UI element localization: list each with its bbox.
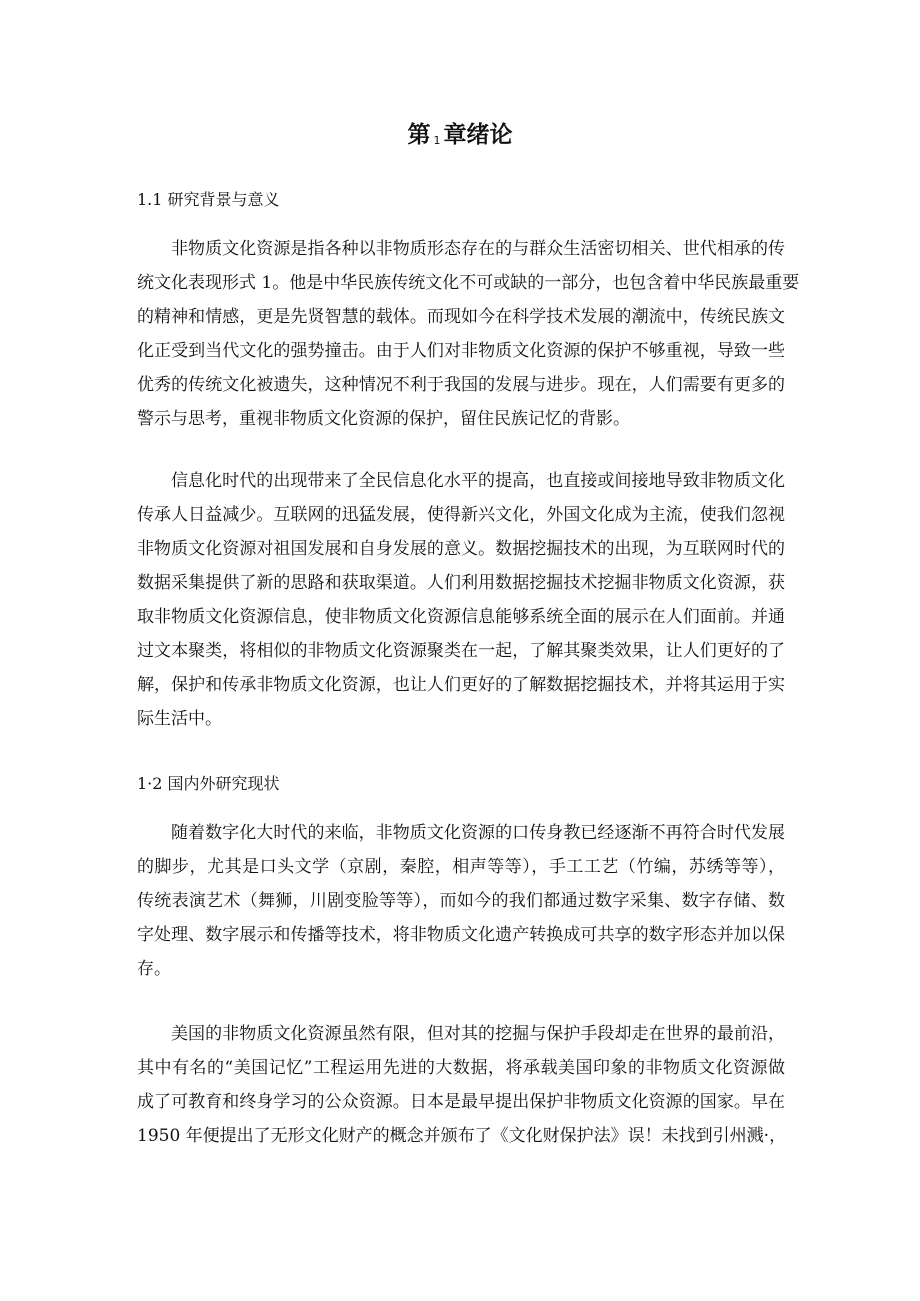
paragraph bbox=[137, 232, 800, 436]
paragraph-line: 际生活中。 bbox=[137, 709, 222, 729]
paragraph-line: 的精神和情感，更是先贤智慧的载体。而现如今在科学技术发展的潮流中，传统民族文 bbox=[137, 307, 785, 327]
paragraph-line: 传承人日益减少。互联网的迅猛发展，使得新兴文化，外国文化成为主流，使我们忽视 bbox=[137, 505, 785, 525]
paragraph-line: 数据采集提供了新的思路和获取渠道。人们利用数据挖掘技术挖掘非物质文化资源，获 bbox=[137, 573, 785, 593]
paragraph bbox=[137, 1017, 785, 1153]
paragraph-line: 其中有名的“美国记忆”工程运用先进的大数据，将承载美国印象的非物质文化资源做 bbox=[137, 1058, 785, 1078]
paragraph-line: 取非物质文化资源信息，使非物质文化资源信息能够系统全面的展示在人们面前。并通 bbox=[137, 607, 785, 627]
paragraph bbox=[137, 464, 785, 736]
paragraph-line: 统文化表现形式 1。他是中华民族传统文化不可或缺的一部分，也包含着中华民族最重要 bbox=[137, 273, 800, 293]
paragraph-line: 非物质文化资源对祖国发展和自身发展的意义。数据挖掘技术的出现，为互联网时代的 bbox=[137, 539, 785, 559]
paragraph-line: 优秀的传统文化被遗失，这种情况不利于我国的发展与进步。现在，人们需要有更多的 bbox=[137, 375, 785, 395]
section-heading-1-2: 1·2 国内外研究现状 bbox=[137, 774, 280, 793]
chapter-title bbox=[0, 118, 920, 158]
chapter-number: 1 bbox=[433, 134, 441, 147]
paragraph-line: 非物质文化资源是指各种以非物质形态存在的与群众生活密切相关、世代相承的传 bbox=[171, 239, 785, 259]
paragraph-line: 美国的非物质文化资源虽然有限，但对其的挖掘与保护手段却走在世界的最前沿， bbox=[171, 1024, 785, 1044]
paragraph-line: 化正受到当代文化的强势撞击。由于人们对非物质文化资源的保护不够重视，导致一些 bbox=[137, 341, 785, 361]
paragraph bbox=[137, 816, 785, 986]
paragraph-line: 随着数字化大时代的来临，非物质文化资源的口传身教已经逐渐不再符合时代发展 bbox=[171, 823, 785, 843]
paragraph-line: 过文本聚类，将相似的非物质文化资源聚类在一起，了解其聚类效果，让人们更好的了 bbox=[137, 641, 785, 661]
chapter-suffix: 章绪论 bbox=[443, 122, 513, 148]
paragraph-line: 信息化时代的出现带来了全民信息化水平的提高，也直接或间接地导致非物质文化 bbox=[171, 471, 785, 491]
paragraph-line: 存。 bbox=[137, 959, 171, 979]
chapter-prefix: 第 bbox=[407, 122, 431, 148]
paragraph-line: 警示与思考，重视非物质文化资源的保护，留住民族记忆的背影。 bbox=[137, 409, 630, 429]
paragraph-line: 字处理、数字展示和传播等技术，将非物质文化遗产转换成可共享的数字形态并加以保 bbox=[137, 925, 785, 945]
paragraph-line: 的脚步，尤其是口头文学（京剧，秦腔，相声等等），手工工艺（竹编，苏绣等等）， bbox=[137, 857, 785, 877]
paragraph-line: 1950 年便提出了无形文化财产的概念并颁布了《文化财保护法》误！未找到引州溅·， bbox=[137, 1126, 787, 1146]
paragraph-line: 解，保护和传承非物质文化资源，也让人们更好的了解数据挖掘技术，并将其运用于实 bbox=[137, 675, 785, 695]
section-heading-1-1: 1.1 研究背景与意义 bbox=[137, 190, 280, 209]
paragraph-line: 传统表演艺术（舞狮，川剧变脸等等），而如今的我们都通过数字采集、数字存储、数 bbox=[137, 891, 785, 911]
paragraph-line: 成了可教育和终身学习的公众资源。日本是最早提出保护非物质文化资源的国家。早在 bbox=[137, 1092, 785, 1112]
